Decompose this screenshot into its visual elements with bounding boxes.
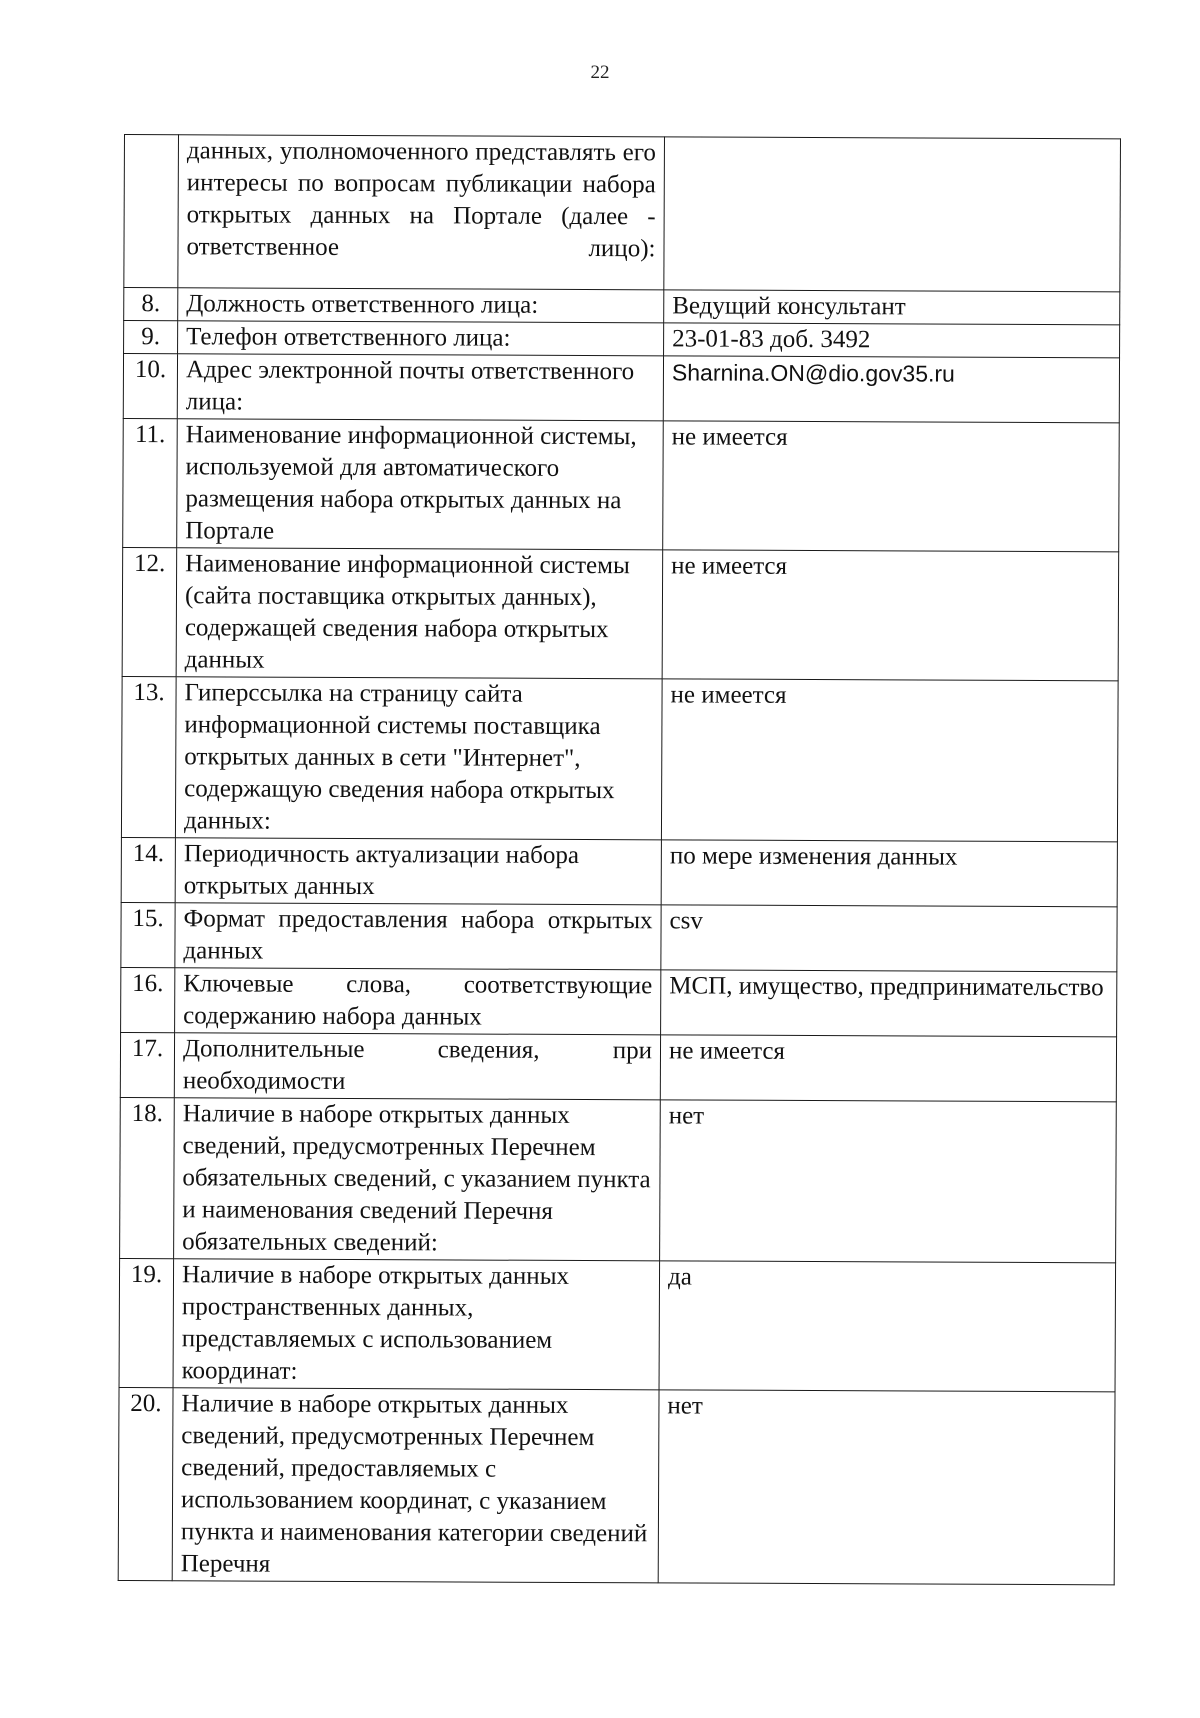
row-number: 14. — [121, 837, 175, 902]
row-number: 20. — [118, 1387, 173, 1580]
table-row-16 — [121, 967, 1117, 1036]
row-number: 17. — [120, 1032, 174, 1097]
row-number: 18. — [120, 1097, 175, 1258]
row-value-email: Sharnina.ON@dio.gov35.ru — [663, 356, 1119, 423]
row-number: 19. — [119, 1258, 174, 1387]
row-value: не имеется — [660, 1035, 1116, 1102]
table-row-13 — [121, 676, 1118, 841]
table-row-15 — [121, 902, 1117, 971]
table-row-17 — [120, 1032, 1116, 1101]
table-row-11 — [123, 418, 1120, 551]
page-number: 22 — [590, 62, 610, 83]
table-row-10 — [123, 354, 1119, 423]
row-value: по мере изменения данных — [661, 840, 1117, 907]
row-number: 13. — [121, 676, 176, 837]
row-field-label: Дополнительные сведения, при необходимости — [174, 1033, 660, 1100]
row-number: 12. — [122, 547, 177, 676]
table-row-18 — [120, 1097, 1117, 1262]
row-field-label: Адрес электронной почты ответственного лица: — [177, 354, 663, 421]
row-field-label: данных, уполномоченного представлять его интересы по вопросам публикации набора открытых данных на Портале (далее - ответственное лицо): — [178, 135, 665, 290]
row-value: Ведущий консультант — [664, 290, 1120, 325]
row-number — [124, 135, 179, 288]
row-value — [664, 137, 1121, 292]
row-value: csv — [661, 905, 1117, 972]
row-value: 23-01-83 доб. 3492 — [664, 323, 1120, 358]
row-field-label: Должность ответственного лица: — [178, 288, 664, 323]
row-number: 8. — [124, 288, 178, 321]
row-field-label: Наименование информационной системы, используемой для автоматического размещения набора открытых данных на Портале — [177, 419, 664, 550]
table-row-14 — [121, 837, 1117, 906]
row-number: 9. — [124, 321, 178, 354]
table-row-20 — [118, 1387, 1115, 1584]
table-row-9 — [124, 321, 1120, 358]
row-field-label: Телефон ответственного лица: — [178, 321, 664, 356]
row-field-label: Гиперссылка на страницу сайта информационной системы поставщика открытых данных в сети "Интернет", содержащую сведения набора открытых данных: — [175, 677, 662, 840]
row-field-label: Наличие в наборе открытых данных сведений, предусмотренных Перечнем сведений, предоставляемых с использованием координат, с указанием пункта и наименования категории сведений Перечня — [172, 1388, 659, 1583]
table-row-12 — [122, 547, 1119, 680]
table-row-8 — [124, 288, 1120, 325]
row-value: не имеется — [662, 550, 1119, 681]
row-value: МСП, имущество, предпринимательство — [661, 970, 1117, 1037]
row-number: 10. — [123, 354, 177, 419]
row-field-label: Наличие в наборе открытых данных сведений, предусмотренных Перечнем обязательных сведений, с указанием пункта и наименования сведений Перечня обязательных сведений: — [174, 1098, 661, 1261]
row-value: не имеется — [661, 679, 1118, 842]
row-value: не имеется — [663, 421, 1120, 552]
row-field-label: Формат предоставления набора открытых данных — [175, 903, 661, 970]
row-value: нет — [660, 1100, 1117, 1263]
open-data-passport-table — [118, 134, 1121, 1585]
row-number: 15. — [121, 902, 175, 967]
row-value: нет — [658, 1390, 1115, 1585]
row-number: 11. — [123, 418, 178, 547]
row-field-label: Наличие в наборе открытых данных пространственных данных, представляемых с использованием координат: — [173, 1259, 660, 1390]
row-field-label: Периодичность актуализации набора открытых данных — [175, 838, 661, 905]
row-field-label: Ключевые слова, соответствующие содержанию набора данных — [175, 968, 661, 1035]
table-row-continuation — [124, 135, 1121, 292]
row-value: да — [659, 1261, 1116, 1392]
row-field-label: Наименование информационной системы (сайта поставщика открытых данных), содержащей сведения набора открытых данных — [176, 548, 663, 679]
table-row-19 — [119, 1258, 1116, 1391]
row-number: 16. — [121, 967, 175, 1032]
